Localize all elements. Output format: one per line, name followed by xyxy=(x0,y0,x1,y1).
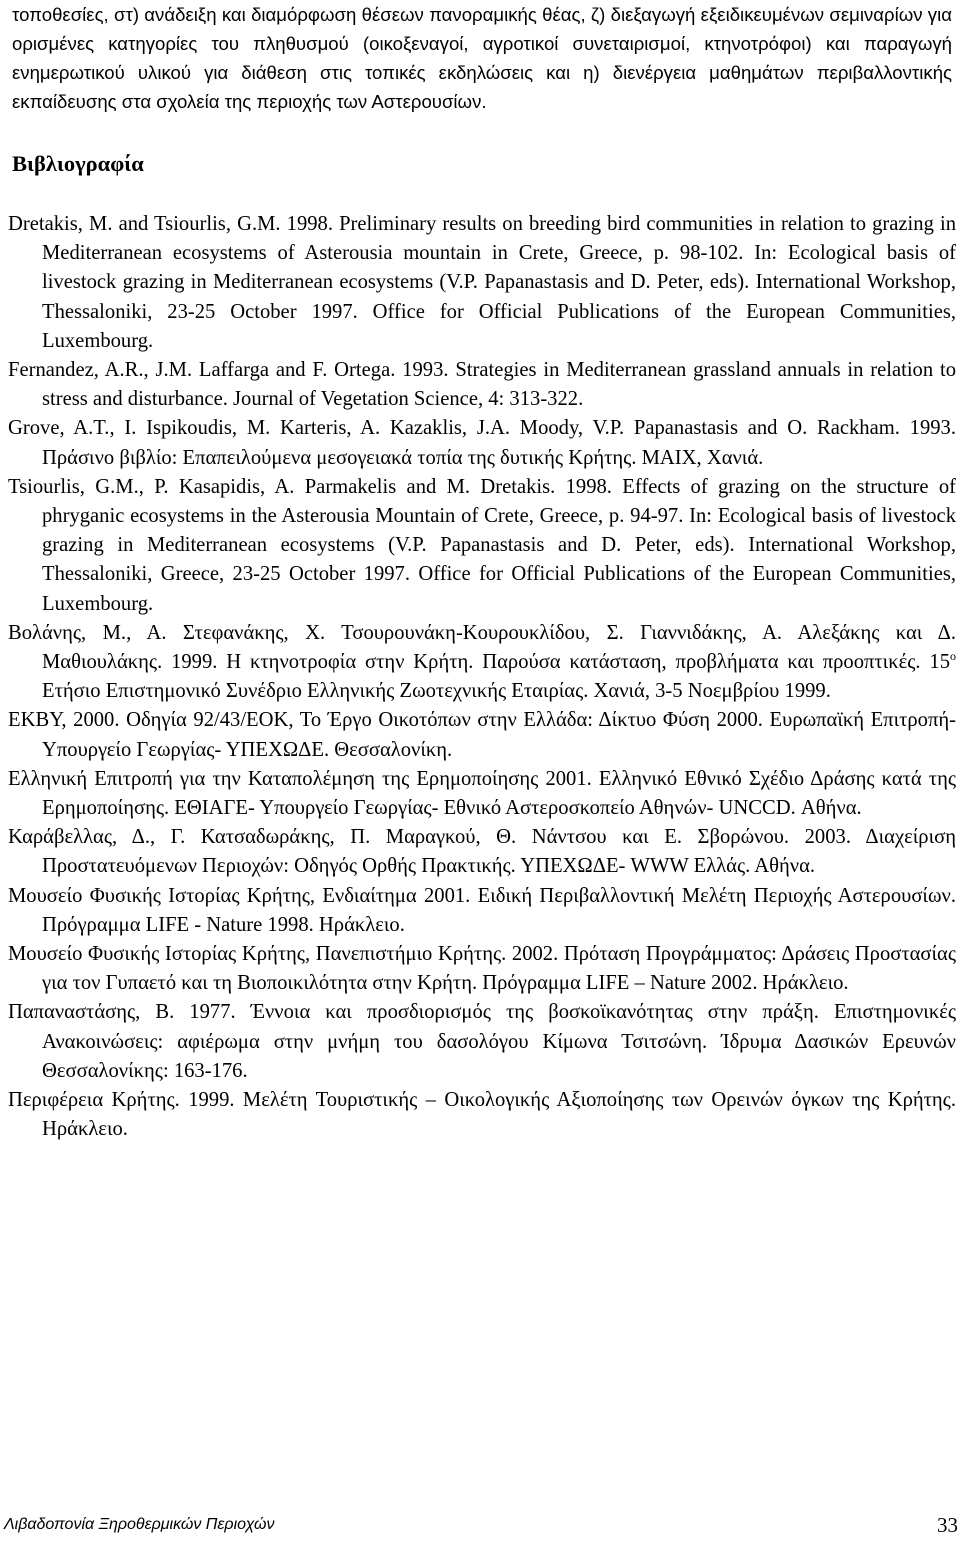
reference-entry: Ελληνική Επιτροπή για την Καταπολέμηση της Ερημοποίησης 2001. Ελληνικό Εθνικό Σχέδιο Δράσης κατά της Ερημοποίησης. ΕΘΙΑΓΕ- Υπουργείο Γεωργίας- Εθνικό Αστεροσκοπείο Αθηνών- UNCCD. Αθήνα. xyxy=(8,767,956,820)
reference-entry: Καράβελλας, Δ., Γ. Κατσαδωράκης, Π. Μαραγκού, Θ. Νάντσου και Ε. Σβορώνου. 2003. Διαχείριση Προστατευόμενων Περιοχών: Οδηγός Ορθής Πρακτικής. ΥΠΕΧΩΔΕ- WWW Ελλάς. Αθήνα. xyxy=(8,826,956,878)
reference-text: Ετήσιο Επιστημονικό Συνέδριο Ελληνικής Ζωοτεχνικής Εταιρίας. Χανιά, 3-5 Νοεμβρίου 1999. xyxy=(42,680,831,703)
reference-entry: Tsiourlis, G.M., P. Kasapidis, A. Parmakelis and M. Dretakis. 1998. Effects of grazing on the structure of phryganic ecosystems in the Asterousia Mountain of Crete, Greece, p. 94-97. In: Ecological basis of livestock grazing in Mediterranean ecosystems (V.P. Papanastasis and D. Peter, eds). International Workshop, Thessaloniki, Greece, 23-25 October 1997. Office for Official Publications of the European Communities, Luxembourg. xyxy=(8,475,956,615)
reference-text: Βολάνης, Μ., Α. Στεφανάκης, Χ. Τσουρουνάκη-Κουρουκλίδου, Σ. Γιαννιδάκης, Α. Αλεξάκης και Δ. Μαθιουλάκης. 1999. Η κτηνοτροφία στην Κρήτη. Παρούσα κατάσταση, προβλήματα και προοπτικές. 15 xyxy=(8,621,956,674)
reference-entry: Μουσείο Φυσικής Ιστορίας Κρήτης, Πανεπιστήμιο Κρήτης. 2002. Πρόταση Προγράμματος: Δράσεις Προστασίας για τον Γυπαετό και τη Βιοποικιλότητα στην Κρήτη. Πρόγραμμα LIFE – Nature 2002. Ηράκλειο. xyxy=(8,943,956,995)
reference-entry: Fernandez, A.R., J.M. Laffarga and F. Ortega. 1993. Strategies in Mediterranean grassland annuals in relation to stress and disturbance. Journal of Vegetation Science, 4: 313-322. xyxy=(8,359,956,411)
reference-entry: Περιφέρεια Κρήτης. 1999. Μελέτη Τουριστικής – Οικολογικής Αξιοποίησης των Ορεινών όγκων της Κρήτης. Ηράκλειο. xyxy=(8,1089,956,1141)
footer-title: Λιβαδοπονία Ξηροθερμικών Περιοχών xyxy=(4,1516,275,1533)
page-number: 33 xyxy=(937,1513,958,1537)
reference-entry: Παπαναστάσης, Β. 1977. Έννοια και προσδιορισμός της βοσκοϊκανότητας στην πράξη. Επιστημονικές Ανακοινώσεις: αφιέρωμα στην μνήμη του δασολόγου Κίμωνα Τσιτσώνη. Ίδρυμα Δασικών Ερευνών Θεσσαλονίκης: 163-176. xyxy=(8,1001,956,1082)
reference-entry xyxy=(8,619,956,707)
reference-entry: Grove, A.T., I. Ispikoudis, M. Karteris, A. Kazaklis, J.A. Moody, V.P. Papanastasis and O. Rackham. 1993. Πράσινο βιβλίο: Επαπειλούμενα μεσογειακά τοπία της δυτικής Κρήτης. ΜΑΙΧ, Χανιά. xyxy=(8,417,956,469)
ordinal-superscript: ο xyxy=(950,649,956,664)
reference-list xyxy=(8,210,956,1145)
intro-paragraph: τοποθεσίες, στ) ανάδειξη και διαμόρφωση θέσεων πανοραμικής θέας, ζ) διεξαγωγή εξειδικευμένων σεμιναρίων για ορισμένες κατηγορίες του πληθυσμού (οικοξεναγοί, αγροτικοί συνεταιρισμοί, κτηνοτρόφοι) και παραγωγή ενημερωτικού υλικού για διάθεση στις τοπικές εκδηλώσεις και η) διενέργεια μαθημάτων περιβαλλοντικής εκπαίδευσης στα σχολεία της περιοχής των Αστερουσίων. xyxy=(12,4,952,112)
reference-entry: Dretakis, M. and Tsiourlis, G.M. 1998. Preliminary results on breeding bird communities in relation to grazing in Mediterranean ecosystems of Asterousia mountain in Crete, Greece, p. 98-102. In: Ecological basis of livestock grazing in Mediterranean ecosystems (V.P. Papanastasis and D. Peter, eds). International Workshop, Thessaloniki, 23-25 October 1997. Office for Official Publications of the European Communities, Luxembourg. xyxy=(8,213,956,352)
reference-entry: ΕΚΒΥ, 2000. Οδηγία 92/43/ΕΟΚ, Το Έργο Οικοτόπων στην Ελλάδα: Δίκτυο Φύση 2000. Ευρωπαϊκή Επιτροπή- Υπουργείο Γεωργίας- ΥΠΕΧΩΔΕ. Θεσσαλονίκη. xyxy=(8,709,956,761)
section-heading-bibliography: Βιβλιογραφία xyxy=(12,151,144,176)
page-footer xyxy=(0,1512,960,1538)
document-page xyxy=(8,0,956,1145)
reference-entry: Μουσείο Φυσικής Ιστορίας Κρήτης, Ενδιαίτημα 2001. Ειδική Περιβαλλοντική Μελέτη Περιοχής Αστερουσίων. Πρόγραμμα LIFE - Nature 1998. Ηράκλειο. xyxy=(8,884,956,936)
